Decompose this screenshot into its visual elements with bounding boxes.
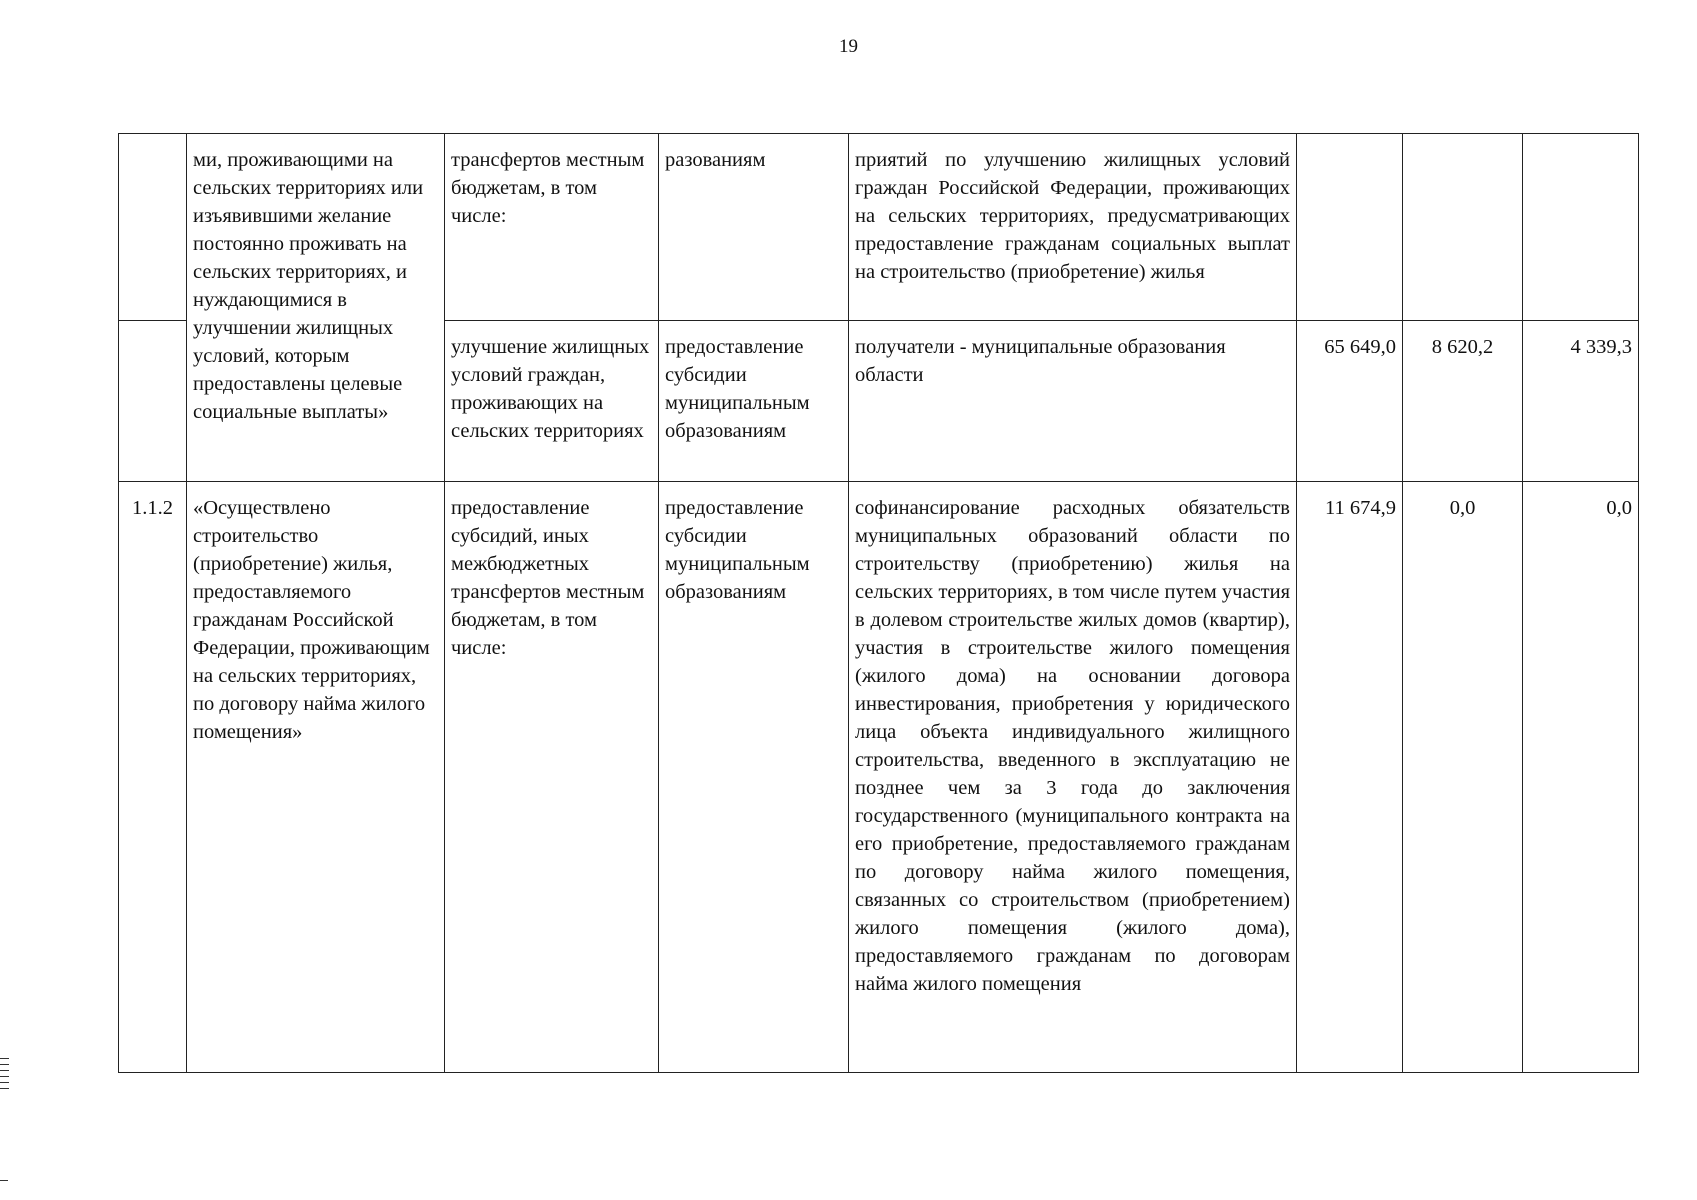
scan-margin-marks <box>0 1058 10 1094</box>
cell-value-2: 8 620,2 <box>1403 321 1523 482</box>
measures-table <box>118 133 1639 1073</box>
cell-mechanism: трансфертов местным бюджетам, в том числе: <box>445 134 659 321</box>
cell-value-3: 4 339,3 <box>1523 321 1639 482</box>
cell-mechanism: улучшение жилищных условий граждан, проживающих на сельских территориях <box>445 321 659 482</box>
page-number: 19 <box>839 36 858 57</box>
cell-value-3: 0,0 <box>1523 482 1639 1073</box>
cell-result: ми, проживающими на сельских территориях или изъявившими желание постоянно проживать на сельских территориях, и нуждающимися в улучшении жилищных условий, которым предоставлены целевые социальные выплаты» <box>187 134 445 482</box>
cell-type: предоставление субсидии муниципальным образованиям <box>659 482 849 1073</box>
cell-type: разованиям <box>659 134 849 321</box>
cell-result: «Осуществлено строительство (приобретение) жилья, предоставляемого гражданам Российской Федерации, проживающим на сельских территориях, по договору найма жилого помещения» <box>187 482 445 1073</box>
cell-characteristic: софинансирование расходных обязательств муниципальных образований области по строительству (приобретению) жилья на сельских территориях, в том числе путем участия в долевом строительстве жилых домов (квартир), участия в строительстве жилого помещения (жилого дома) на основании договора инвестирования, приобретения у юридического лица объекта индивидуального жилищного строительства, введенного в эксплуатацию не позднее чем за 3 года до заключения государственного (муниципального контракта на его приобретение, предоставляемого гражданам по договору найма жилого помещения, связанных со строительством (приобретением) жилого помещения (жилого дома), предоставляемого гражданам по договорам найма жилого помещения <box>849 482 1297 1073</box>
cell-value-1 <box>1297 134 1403 321</box>
cell-number: 1.1.2 <box>119 482 187 1073</box>
table-row <box>119 134 1639 321</box>
cell-characteristic: приятий по улучшению жилищных условий граждан Российской Федерации, проживающих на сельских территориях, предусматривающих предоставление гражданам социальных выплат на строительство (приобретение) жилья <box>849 134 1297 321</box>
cell-value-1: 11 674,9 <box>1297 482 1403 1073</box>
cell-value-3 <box>1523 134 1639 321</box>
cell-value-2: 0,0 <box>1403 482 1523 1073</box>
cell-value-1: 65 649,0 <box>1297 321 1403 482</box>
scan-margin-mark <box>0 1180 8 1181</box>
cell-mechanism: предоставление субсидий, иных межбюджетных трансфертов местным бюджетам, в том числе: <box>445 482 659 1073</box>
cell-type: предоставление субсидии муниципальным образованиям <box>659 321 849 482</box>
cell-value-2 <box>1403 134 1523 321</box>
cell-number <box>119 321 187 482</box>
table-row <box>119 482 1639 1073</box>
cell-number <box>119 134 187 321</box>
cell-characteristic: получатели - муниципальные образования области <box>849 321 1297 482</box>
